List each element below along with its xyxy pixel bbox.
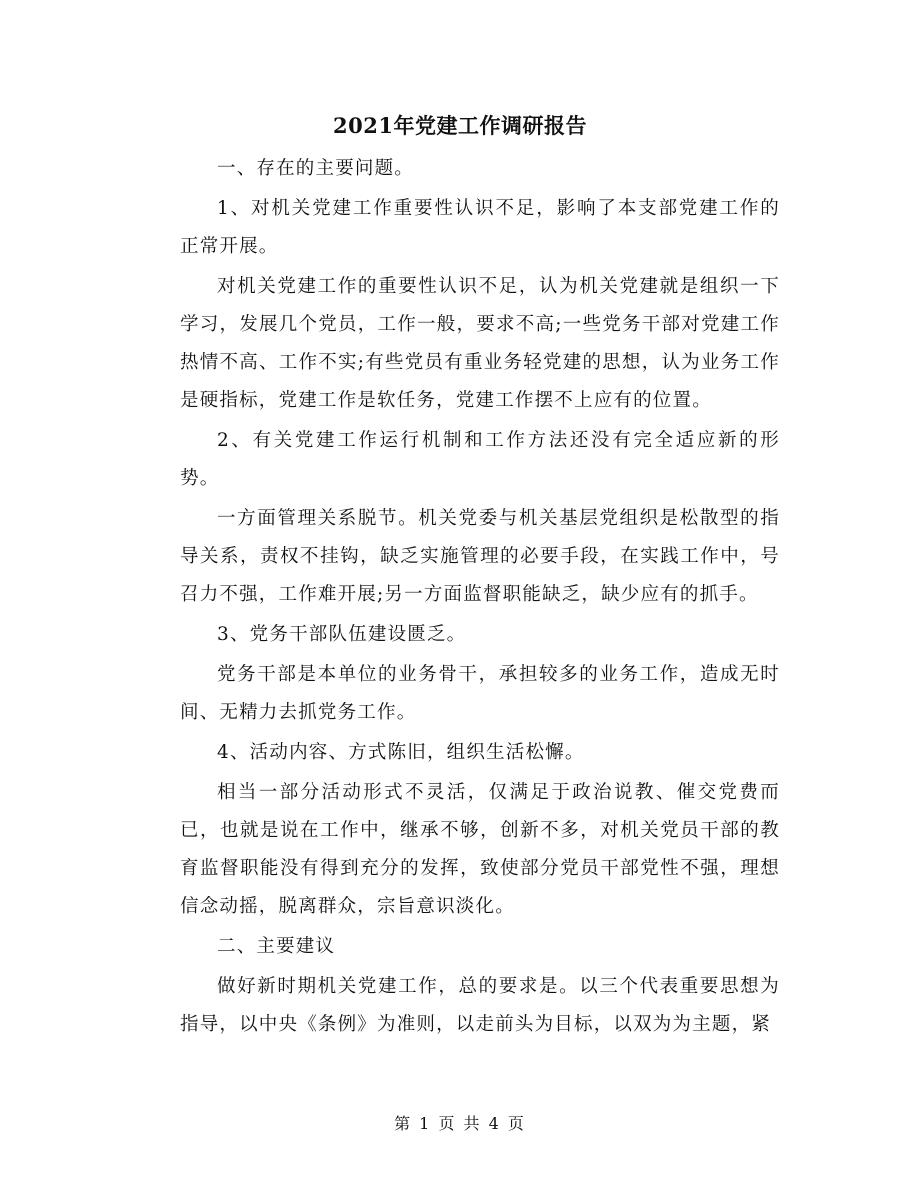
paragraph-section-heading-2: 二、主要建议	[217, 936, 336, 957]
paragraph-item-3: 3、党务干部队伍建设匮乏。	[217, 624, 467, 645]
document-title: 2021年党建工作调研报告	[333, 113, 587, 138]
paragraph-item-2: 2、有关党建工作运行机制和工作方法还没有完全适应新的形势。	[180, 430, 780, 489]
paragraph-section-heading-1: 一、存在的主要问题。	[217, 158, 415, 179]
paragraph-body: 对机关党建工作的重要性认识不足，认为机关党建就是组织一下学习，发展几个党员，工作一般，要求不高;一些党务干部对党建工作热情不高、工作不实;有些党员有重业务轻党建的思想，认为业务工作是硬指标，党建工作是软任务，党建工作摆不上应有的位置。	[180, 276, 780, 411]
paragraph-body: 相当一部分活动形式不灵活，仅满足于政治说教、催交党费而已，也就是说在工作中，继承不够，创新不多，对机关党员干部的教育监督职能没有得到充分的发挥，致使部分党员干部党性不强，理想信念动摇，脱离群众，宗旨意识淡化。	[180, 782, 780, 917]
paragraph-item-4: 4、活动内容、方式陈旧，组织生活松懈。	[217, 742, 585, 763]
paragraph-item-1: 1、对机关党建工作重要性认识不足，影响了本支部党建工作的正常开展。	[180, 198, 780, 257]
paragraph-body: 做好新时期机关党建工作，总的要求是。以三个代表重要思想为指导，以中央《条例》为准则，以走前头为目标，以双为为主题，紧	[180, 976, 780, 1035]
document-body	[180, 150, 780, 1046]
paragraph-body: 党务干部是本单位的业务骨干，承担较多的业务工作，造成无时间、无精力去抓党务工作。	[180, 664, 780, 723]
paragraph-body: 一方面管理关系脱节。机关党委与机关基层党组织是松散型的指导关系，责权不挂钩，缺乏实施管理的必要手段，在实践工作中，号召力不强，工作难开展;另一方面监督职能缺乏，缺少应有的抓手。	[180, 508, 780, 605]
page-number-footer: 第 1 页 共 4 页	[394, 1114, 526, 1133]
